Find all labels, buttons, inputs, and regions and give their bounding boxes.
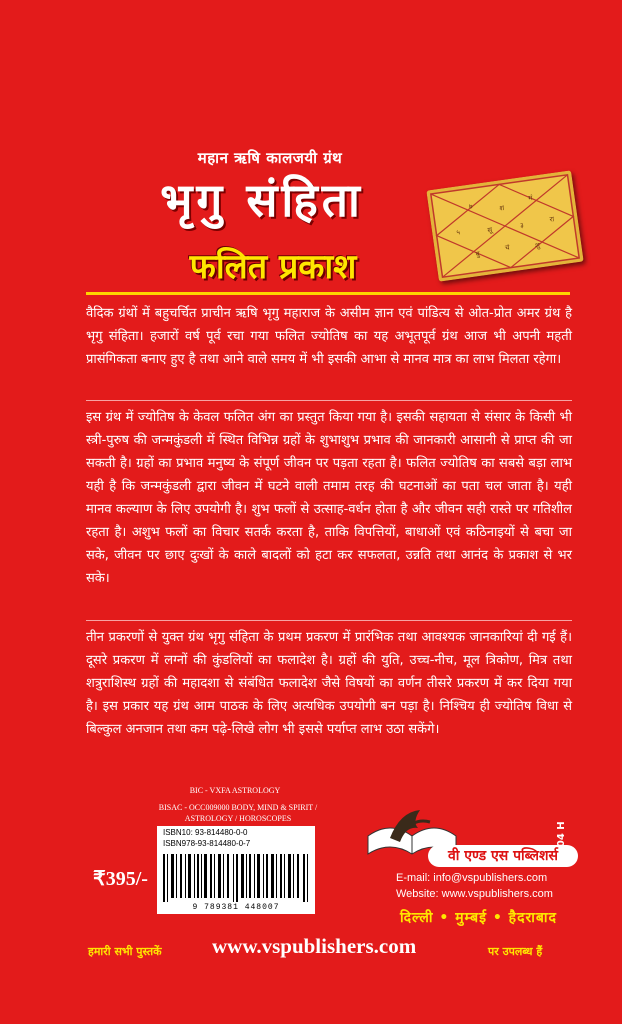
horoscope-chart-image [426, 170, 583, 281]
description-paragraph: वैदिक ग्रंथों में बहुचर्चित प्राचीन ऋषि भृगु महाराज के असीम ज्ञान एवं पांडित्य से ओत-प्रोत अमर ग्रंथ है भृगु संहिता। हजारों वर्ष पूर्व रचा गया फलित ज्योतिष का यह अभूतपूर्व ग्रंथ आज भी अपनी महती प्रासंगिकता बनाए हुए है तथा आने वाले समय में भी इसकी आभा से मानव मात्र का लाभ मिलता रहेगा। [86, 306, 572, 367]
isbn10-text: ISBN10: 93-814480-0-0 [163, 828, 248, 837]
publisher-email[interactable]: E-mail: info@vspublishers.com [396, 872, 548, 884]
description-paragraph: तीन प्रकरणों से युक्त ग्रंथ भृगु संहिता के प्रथम प्रकरण में प्रारंभिक तथा आवश्यक जानकारियां दी गई हैं। दूसरे प्रकरण में लग्नों की कुंडलियों का फलादेश है। ग्रहों की युति, उच्च-नीच, मूल त्रिकोण, मित्र तथा शत्रुराशिस्थ ग्रहों की महादशा से संबंधित फलादेश जैसे विषयों का वर्णन तीसरे प्रकरण में कर दिया गया है। इस प्रकार यह ग्रंथ आम पाठक के लिए अत्यधिक उपयोगी बन पड़ा है। निश्चिय ही ज्योतिष विधा से बिल्कुल अनजान तथा कम पढ़े-लिखे लोग भी इससे पर्याप्त लाभ उठा सकेंगे। [86, 630, 572, 737]
barcode-bars-icon [163, 854, 309, 902]
svg-text:सू: सू [486, 225, 493, 235]
svg-text:शु: शु [534, 241, 541, 250]
svg-text:चं: चं [504, 243, 511, 253]
description-block-2 [86, 406, 572, 599]
book-tagline: फलित प्रकाश [189, 247, 357, 287]
footer-url-link[interactable]: www.vspublishers.com [212, 934, 417, 958]
kundali-chart-icon [426, 170, 583, 281]
svg-text:३: ३ [519, 221, 525, 230]
isbn-barcode [157, 826, 315, 914]
svg-text:रा: रा [549, 215, 555, 224]
paragraph-divider [86, 620, 572, 621]
title-divider [86, 292, 570, 295]
svg-text:५: ५ [455, 228, 461, 237]
isbn13-text: ISBN978-93-814480-0-7 [163, 839, 251, 848]
description-block-3 [86, 626, 572, 750]
footer-left-text: हमारी सभी पुस्तकें [88, 945, 162, 958]
description-block-1 [86, 302, 572, 380]
svg-text:बु: बु [475, 249, 481, 259]
publisher-website[interactable]: Website: www.vspublishers.com [396, 888, 553, 900]
barcode-number: 9 789381 448007 [192, 903, 280, 912]
description-paragraph: इस ग्रंथ में ज्योतिष के केवल फलित अंग का प्रस्तुत किया गया है। इसकी सहायता से संसार के किसी भी स्त्री-पुरुष की जन्मकुंडली में स्थित विभिन्न ग्रहों के शुभाशुभ प्रभाव की जानकारी आसानी से प्राप्त की जा सकती है। ग्रहों का प्रभाव मनुष्य के संपूर्ण जीवन पर पड़ता रहता है। फलित ज्योतिष का सबसे बड़ा लाभ यही है कि जन्मकुंडली द्वारा जीवन में घटने वाली तमाम तरह की घटनाओं का पता चल जाता है। यही मानव कल्याण के लिए उपयोगी है। शुभ फलों से उत्साह-वर्धन होता है और जीवन सही रास्ते पर गतिशील रहता है। अशुभ फलों का विचार सतर्क करता है, ताकि विपत्तियों, बाधाओं एवं कठिनाइयों से बचा जा सके, जीवन पर छाए दुःखों के काले बादलों को हटा कर सफलता, उन्नति तथा आनंद के प्रकाश से भर सके। [86, 410, 572, 586]
bisac-code: BISAC - OCC009000 BODY, MIND & SPIRIT / ASTROLOGY / HOROSCOPES [158, 803, 318, 823]
publisher-name: वी एण्ड एस पब्लिशर्स [428, 845, 578, 867]
book-title: भृगु संहिता [160, 173, 364, 227]
footer-right-text: पर उपलब्ध हैं [488, 945, 543, 958]
bic-code: BIC - VXFA ASTROLOGY [189, 786, 281, 795]
cover-subtitle: महान ऋषि कालजयी ग्रंथ [197, 149, 343, 167]
svg-text:मं: मं [527, 193, 534, 203]
svg-text:श: श [498, 203, 505, 213]
price-label: ₹395/- [93, 868, 148, 890]
svg-text:७: ७ [468, 202, 474, 211]
publisher-cities: दिल्ली • मुम्बई • हैदराबाद [400, 910, 557, 926]
paragraph-divider [86, 400, 572, 401]
